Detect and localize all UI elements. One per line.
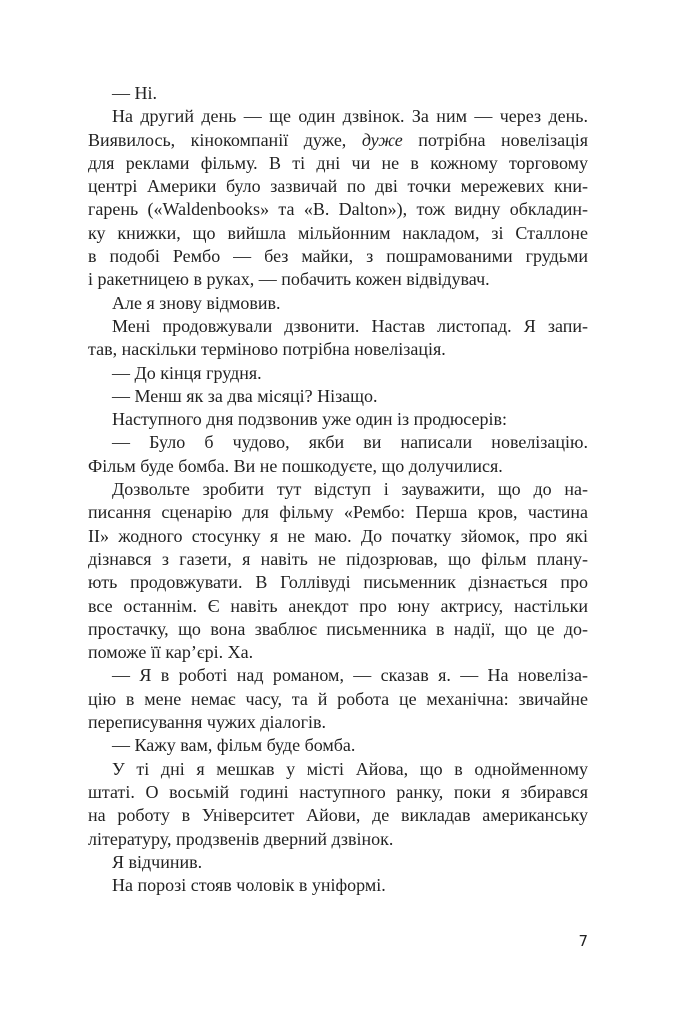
text-line: ють продовжувати. В Голлівуді письменник дізнається про — [88, 572, 588, 593]
paragraph — [88, 315, 588, 362]
text-line: — Було б чудово, якби ви написали новелізацію. — [112, 432, 588, 453]
text-line: Мені продовжували дзвонити. Настав листопад. Я запи- — [112, 315, 588, 336]
text-line: на роботу в Університет Айови, де викладав американську — [88, 805, 588, 826]
text-line: тав, наскільки терміново потрібна новелізація. — [88, 339, 446, 360]
paragraph — [88, 758, 588, 851]
paragraph — [88, 874, 588, 897]
text-line: На другий день — ще один дзвінок. За ним — через день. — [112, 106, 588, 127]
text-line: і ракетницею в руках, — побачить кожен відвідувач. — [88, 269, 490, 290]
text-line: Але я знову відмовив. — [112, 292, 281, 313]
paragraph — [88, 851, 588, 874]
text-line: дізнався з газети, я навіть не підозрював, що фільм плану- — [88, 548, 588, 569]
text-line: — Ні. — [112, 83, 157, 103]
paragraph — [88, 82, 588, 105]
text-segment: Виявилось, кінокомпанії дуже, — [88, 129, 362, 150]
paragraph — [88, 362, 588, 385]
text-line: Дозвольте зробити тут відступ і зауважити, що до на- — [112, 479, 588, 500]
paragraph — [88, 478, 588, 664]
text-line: простачку, що вона зваблює письменника в надії, що це до- — [88, 618, 588, 639]
text-line: в подобі Рембо — без майки, з пошрамованими грудьми — [88, 246, 588, 267]
text-line: поможе її кар’єрі. Ха. — [88, 642, 254, 663]
page-number: 7 — [578, 932, 588, 950]
paragraph — [88, 664, 588, 734]
text-line: переписування чужих діалогів. — [88, 712, 326, 733]
text-line: цію в мене немає часу, та й робота це механічна: звичайне — [88, 688, 588, 709]
paragraph — [88, 408, 588, 431]
emphasis-text: дуже — [361, 129, 403, 150]
text-line: Наступного дня подзвонив уже один із продюсерів: — [112, 409, 508, 430]
text-line: все останнім. Є навіть анекдот про юну актрису, настільки — [88, 595, 588, 616]
text-line: гарень («Waldenbooks» та «B. Dalton»), тож видну обкладин- — [88, 199, 588, 220]
text-line: II» жодного стосунку я не маю. До початку зйомок, про які — [88, 525, 588, 546]
text-segment: потрібна новелізація — [402, 129, 588, 150]
text-line: Я відчинив. — [112, 851, 203, 872]
text-line: Фільм буде бомба. Ви не пошкодуєте, що долучилися. — [88, 455, 503, 476]
text-line: для реклами фільму. В ті дні чи не в кожному торговому — [88, 152, 588, 173]
text-line: — До кінця грудня. — [112, 362, 262, 383]
paragraph — [88, 431, 588, 478]
paragraph — [88, 105, 588, 291]
paragraph — [88, 734, 588, 757]
text-line — [88, 129, 588, 152]
text-line: — Менш як за два місяці? Нізащо. — [112, 385, 378, 406]
body-text — [88, 82, 588, 897]
text-line: — Кажу вам, фільм буде бомба. — [112, 735, 356, 756]
paragraph — [88, 385, 588, 408]
text-line: центрі Америки було зазвичай по дві точки мережевих кни- — [88, 176, 588, 197]
text-line: ку книжки, що вийшла мільйонним накладом, зі Сталлоне — [88, 222, 588, 243]
paragraph — [88, 292, 588, 315]
text-line: писання сценарію для фільму «Рембо: Перша кров, частина — [88, 502, 588, 523]
text-line: — Я в роботі над романом, — сказав я. — На новеліза- — [112, 665, 588, 686]
text-line: На порозі стояв чоловік в уніформі. — [112, 875, 386, 896]
text-line: штаті. О восьмій годині наступного ранку, поки я збирався — [88, 781, 588, 802]
text-line: У ті дні я мешкав у місті Айова, що в однойменному — [112, 758, 588, 779]
text-line: літературу, продзвенів дверний дзвінок. — [88, 828, 394, 849]
